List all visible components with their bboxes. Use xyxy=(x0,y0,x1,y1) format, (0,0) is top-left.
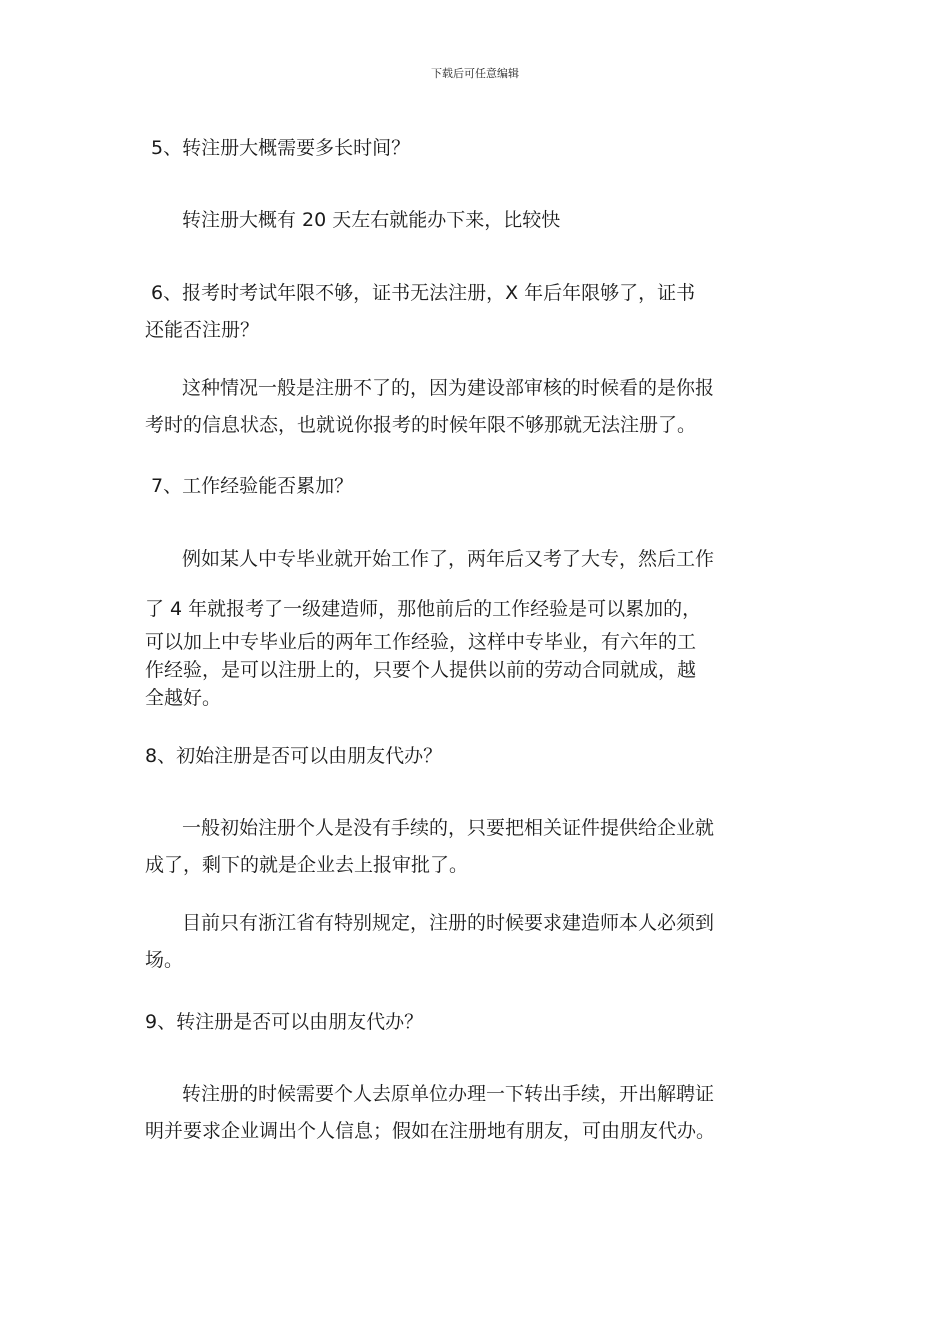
answer-7-line-4: 作经验，是可以注册上的，只要个人提供以前的劳动合同就成，越 xyxy=(145,659,697,681)
question-7: 7、工作经验能否累加？ xyxy=(151,475,354,497)
question-5: 5、转注册大概需要多长时间？ xyxy=(151,137,411,159)
answer-7-line-1: 例如某人中专毕业就开始工作了，两年后又考了大专，然后工作 xyxy=(182,548,715,570)
answer-6-line-1: 这种情况一般是注册不了的，因为建设部审核的时候看的是你报 xyxy=(182,377,715,399)
answer-7-line-3: 可以加上中专毕业后的两年工作经验，这样中专毕业，有六年的工 xyxy=(145,631,697,653)
answer-7-part-3 xyxy=(145,628,810,712)
answer-8-para-2-line-2: 场。 xyxy=(145,949,184,971)
question-6-line-1: 6、报考时考试年限不够，证书无法注册，X 年后年限够了，证书 xyxy=(151,282,696,304)
answer-8-para-1 xyxy=(145,810,810,884)
answer-9-line-1: 转注册的时候需要个人去原单位办理一下转出手续，开出解聘证 xyxy=(182,1083,715,1105)
answer-8-para-2-line-1: 目前只有浙江省有特别规定，注册的时候要求建造师本人必须到 xyxy=(182,912,715,934)
answer-6-line-2: 考时的信息状态，也就说你报考的时候年限不够那就无法注册了。 xyxy=(145,414,697,436)
question-8: 8、初始注册是否可以由朋友代办？ xyxy=(145,745,443,767)
question-6 xyxy=(145,275,816,349)
answer-9 xyxy=(145,1076,810,1150)
question-6-line-2: 还能否注册？ xyxy=(145,319,260,341)
answer-8-para-1-line-1: 一般初始注册个人是没有手续的，只要把相关证件提供给企业就 xyxy=(182,817,715,839)
answer-7-part-2 xyxy=(145,591,810,628)
answer-7-part-1 xyxy=(145,541,810,578)
answer-7-line-2: 了 4 年就报考了一级建造师，那他前后的工作经验是可以累加的， xyxy=(145,598,702,620)
answer-9-line-2: 明并要求企业调出个人信息；假如在注册地有朋友，可由朋友代办。 xyxy=(145,1120,716,1142)
answer-6 xyxy=(145,370,810,444)
question-9: 9、转注册是否可以由朋友代办？ xyxy=(145,1011,424,1033)
answer-5: 转注册大概有 20 天左右就能办下来，比较快 xyxy=(182,209,561,231)
answer-8-para-2 xyxy=(145,905,810,979)
answer-8-para-1-line-2: 成了，剩下的就是企业去上报审批了。 xyxy=(145,854,469,876)
answer-7-line-5: 全越好。 xyxy=(145,687,222,709)
page-header: 下载后可任意编辑 xyxy=(431,67,519,80)
